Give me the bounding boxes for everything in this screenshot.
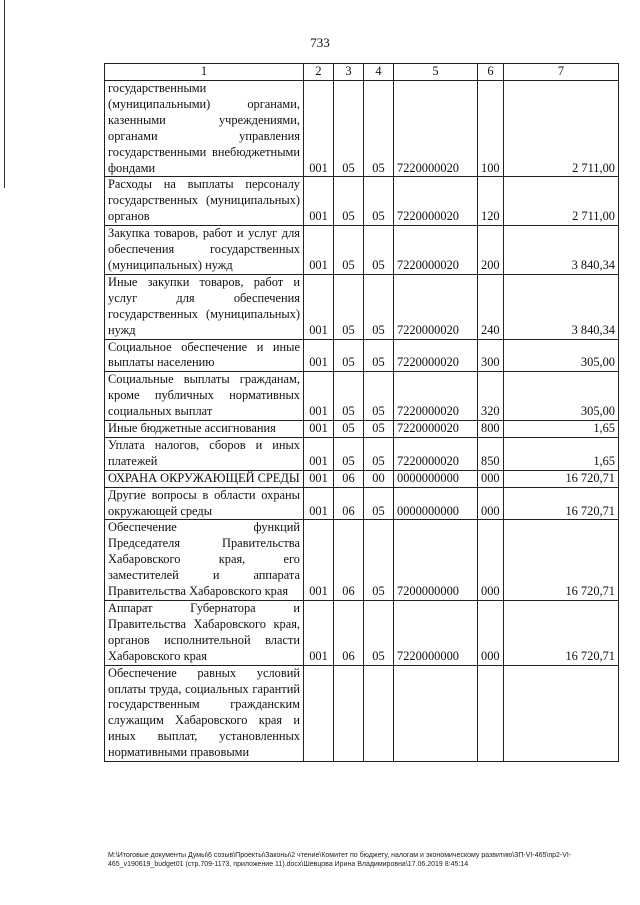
target-article-cell: 0000000000 <box>394 487 478 520</box>
expense-type-cell: 120 <box>478 177 504 226</box>
table-row <box>105 274 619 339</box>
amount-cell: 3 840,34 <box>504 274 619 339</box>
section-code-cell <box>334 665 364 761</box>
subsection-code-cell: 05 <box>364 372 394 421</box>
row-name-cell: Обеспечение равных условий оплаты труда, социальных гарантий государственным гражданским служащим Хабаровского края и иных выплат, установленных нормативными правовыми <box>105 665 304 761</box>
target-article-cell <box>394 665 478 761</box>
header-cell: 5 <box>394 64 478 81</box>
table-row <box>105 520 619 601</box>
target-article-cell: 7220000020 <box>394 437 478 470</box>
header-cell: 2 <box>304 64 334 81</box>
table-row <box>105 177 619 226</box>
subsection-code-cell: 05 <box>364 81 394 177</box>
expense-type-cell: 300 <box>478 339 504 372</box>
subsection-code-cell <box>364 665 394 761</box>
row-name-cell: Иные бюджетные ассигнования <box>105 421 304 438</box>
target-article-cell: 7220000020 <box>394 274 478 339</box>
ministry-code-cell: 001 <box>304 437 334 470</box>
target-article-cell: 7220000020 <box>394 421 478 438</box>
target-article-cell: 7220000020 <box>394 177 478 226</box>
section-code-cell: 05 <box>334 274 364 339</box>
subsection-code-cell: 05 <box>364 487 394 520</box>
table-row <box>105 226 619 275</box>
row-name-cell: ОХРАНА ОКРУЖАЮЩЕЙ СРЕДЫ <box>105 470 304 487</box>
row-name-cell: Закупка товаров, работ и услуг для обеспечения государственных (муниципальных) нужд <box>105 226 304 275</box>
expense-type-cell: 200 <box>478 226 504 275</box>
ministry-code-cell: 001 <box>304 421 334 438</box>
header-cell: 1 <box>105 64 304 81</box>
section-code-cell: 06 <box>334 601 364 666</box>
footer-path-line: М:\Итоговые документы Думы\6 созыв\Проекты\Законы\2 чтение\Комитет по бюджету, налогам и экономическому развитию\ЗП-VI-465\пр2-VI- <box>108 852 572 859</box>
ministry-code-cell: 001 <box>304 470 334 487</box>
amount-cell: 305,00 <box>504 339 619 372</box>
expense-type-cell <box>478 665 504 761</box>
subsection-code-cell: 05 <box>364 339 394 372</box>
section-code-cell: 05 <box>334 177 364 226</box>
target-article-cell: 7220000020 <box>394 372 478 421</box>
amount-cell: 3 840,34 <box>504 226 619 275</box>
table-row <box>105 421 619 438</box>
amount-cell: 16 720,71 <box>504 487 619 520</box>
subsection-code-cell: 00 <box>364 470 394 487</box>
amount-cell: 16 720,71 <box>504 520 619 601</box>
table-row <box>105 601 619 666</box>
expense-type-cell: 000 <box>478 487 504 520</box>
target-article-cell: 7200000000 <box>394 520 478 601</box>
ministry-code-cell <box>304 665 334 761</box>
expense-type-cell: 320 <box>478 372 504 421</box>
row-name-cell: Обеспечение функций Председателя Правительства Хабаровского края, его заместителей и аппарата Правительства Хабаровского края <box>105 520 304 601</box>
row-name-cell: Иные закупки товаров, работ и услуг для обеспечения государственных (муниципальных) нужд <box>105 274 304 339</box>
section-code-cell: 06 <box>334 487 364 520</box>
target-article-cell: 7220000020 <box>394 81 478 177</box>
table-row <box>105 470 619 487</box>
expense-type-cell: 100 <box>478 81 504 177</box>
target-article-cell: 7220000020 <box>394 339 478 372</box>
table-row <box>105 81 619 177</box>
target-article-cell: 0000000000 <box>394 470 478 487</box>
amount-cell: 305,00 <box>504 372 619 421</box>
header-cell: 3 <box>334 64 364 81</box>
expense-type-cell: 240 <box>478 274 504 339</box>
section-code-cell: 06 <box>334 470 364 487</box>
row-name-cell: Расходы на выплаты персоналу государственных (муниципальных) органов <box>105 177 304 226</box>
expense-type-cell: 000 <box>478 520 504 601</box>
ministry-code-cell: 001 <box>304 226 334 275</box>
table-row <box>105 437 619 470</box>
section-code-cell: 05 <box>334 372 364 421</box>
target-article-cell: 7220000000 <box>394 601 478 666</box>
margin-line <box>4 0 5 188</box>
ministry-code-cell: 001 <box>304 81 334 177</box>
section-code-cell: 05 <box>334 437 364 470</box>
amount-cell: 16 720,71 <box>504 601 619 666</box>
subsection-code-cell: 05 <box>364 274 394 339</box>
table-row <box>105 665 619 761</box>
header-cell: 7 <box>504 64 619 81</box>
header-cell: 4 <box>364 64 394 81</box>
subsection-code-cell: 05 <box>364 520 394 601</box>
row-name-cell: Аппарат Губернатора и Правительства Хабаровского края, органов исполнительной власти Хабаровского края <box>105 601 304 666</box>
row-name-cell: Другие вопросы в области охраны окружающей среды <box>105 487 304 520</box>
ministry-code-cell: 001 <box>304 372 334 421</box>
expense-type-cell: 800 <box>478 421 504 438</box>
table-row <box>105 339 619 372</box>
subsection-code-cell: 05 <box>364 177 394 226</box>
header-cell: 6 <box>478 64 504 81</box>
subsection-code-cell: 05 <box>364 437 394 470</box>
row-name-cell: Социальное обеспечение и иные выплаты населению <box>105 339 304 372</box>
section-code-cell: 06 <box>334 520 364 601</box>
ministry-code-cell: 001 <box>304 274 334 339</box>
section-code-cell: 05 <box>334 421 364 438</box>
footer-path-line: 465_v190619_budget01 (стр.709-1173, приложение 11).docx\Шевцова Ирина Владимировна\17.06.2019 8:45:14 <box>108 861 469 868</box>
expense-type-cell: 850 <box>478 437 504 470</box>
amount-cell: 1,65 <box>504 437 619 470</box>
table-header-row <box>105 64 619 81</box>
amount-cell: 1,65 <box>504 421 619 438</box>
row-name-cell: Уплата налогов, сборов и иных платежей <box>105 437 304 470</box>
target-article-cell: 7220000020 <box>394 226 478 275</box>
expense-type-cell: 000 <box>478 601 504 666</box>
subsection-code-cell: 05 <box>364 601 394 666</box>
amount-cell: 16 720,71 <box>504 470 619 487</box>
budget-table <box>104 63 619 762</box>
document-footer <box>108 851 618 869</box>
amount-cell <box>504 665 619 761</box>
section-code-cell: 05 <box>334 81 364 177</box>
subsection-code-cell: 05 <box>364 421 394 438</box>
ministry-code-cell: 001 <box>304 177 334 226</box>
subsection-code-cell: 05 <box>364 226 394 275</box>
ministry-code-cell: 001 <box>304 601 334 666</box>
section-code-cell: 05 <box>334 226 364 275</box>
table-row <box>105 487 619 520</box>
expense-type-cell: 000 <box>478 470 504 487</box>
amount-cell: 2 711,00 <box>504 81 619 177</box>
ministry-code-cell: 001 <box>304 339 334 372</box>
ministry-code-cell: 001 <box>304 520 334 601</box>
row-name-cell: Социальные выплаты гражданам, кроме публичных нормативных социальных выплат <box>105 372 304 421</box>
amount-cell: 2 711,00 <box>504 177 619 226</box>
page-number: 733 <box>310 35 330 50</box>
ministry-code-cell: 001 <box>304 487 334 520</box>
row-name-cell: государственными (муниципальными) органами, казенными учреждениями, органами управления государственными внебюджетными фондами <box>105 81 304 177</box>
table-row <box>105 372 619 421</box>
section-code-cell: 05 <box>334 339 364 372</box>
